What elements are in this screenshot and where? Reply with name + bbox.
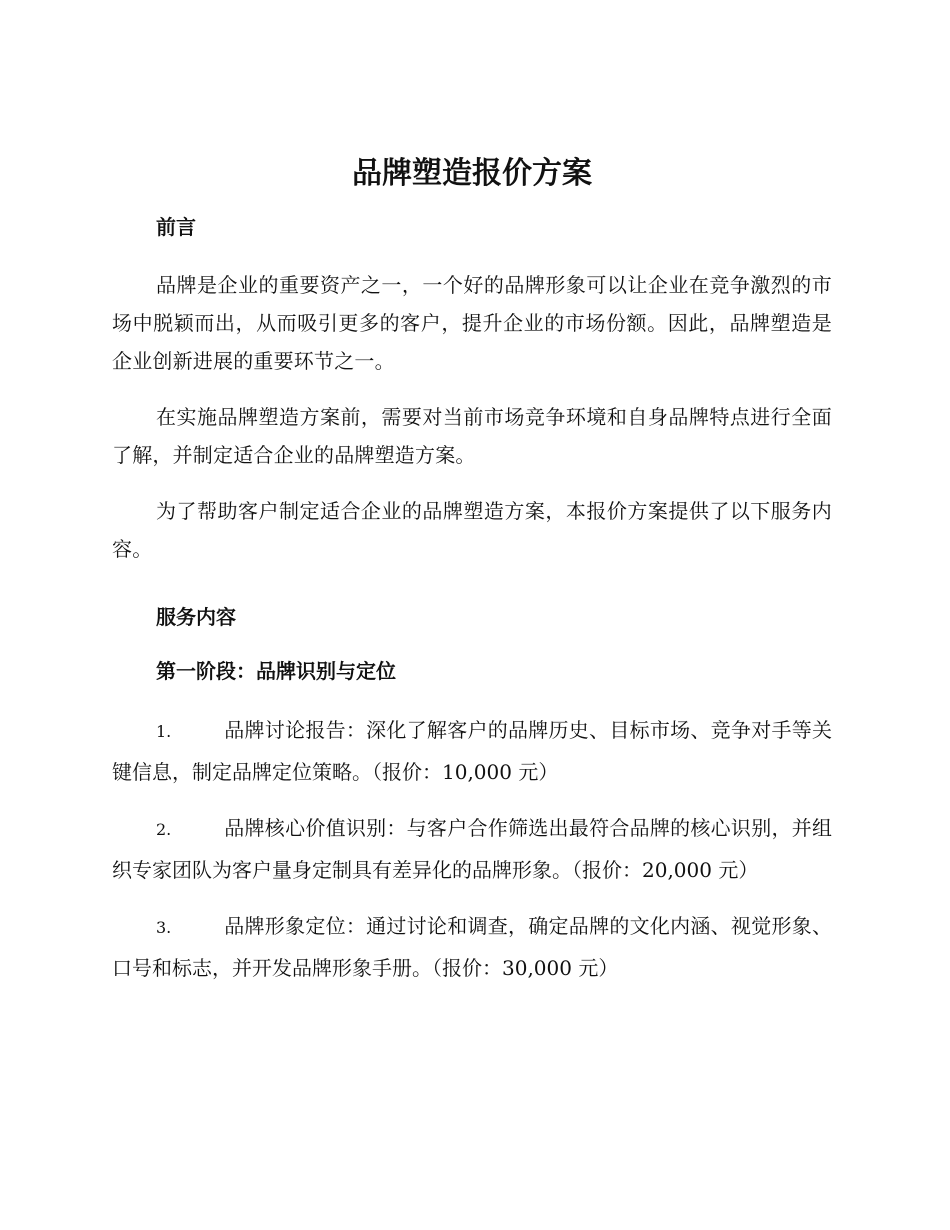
list-item-number: 3. — [156, 918, 172, 937]
list-item — [112, 808, 832, 890]
list-item-text: 品牌形象定位：通过讨论和调查，确定品牌的文化内涵、视觉形象、口号和标志，并开发品牌形象手册。（报价：30,000 元） — [112, 914, 832, 980]
preface-paragraph-1: 品牌是企业的重要资产之一，一个好的品牌形象可以让企业在竞争激烈的市场中脱颖而出，从而吸引更多的客户，提升企业的市场份额。因此，品牌塑造是企业创新进展的重要环节之一。 — [112, 273, 832, 373]
list-item-text: 品牌讨论报告：深化了解客户的品牌历史、目标市场、竞争对手等关键信息，制定品牌定位策略。（报价：10,000 元） — [112, 718, 832, 784]
document-title: 品牌塑造报价方案 — [352, 156, 592, 191]
list-item-text: 品牌核心价值识别：与客户合作筛选出最符合品牌的核心识别，并组织专家团队为客户量身定制具有差异化的品牌形象。（报价：20,000 元） — [112, 816, 832, 882]
phase1-heading: 第一阶段：品牌识别与定位 — [156, 659, 396, 683]
preface-paragraph-2: 在实施品牌塑造方案前，需要对当前市场竞争环境和自身品牌特点进行全面了解，并制定适合企业的品牌塑造方案。 — [112, 405, 832, 467]
services-heading: 服务内容 — [156, 605, 236, 629]
list-item — [112, 710, 832, 792]
document-body — [112, 150, 832, 1004]
section-spacer — [112, 586, 832, 602]
list-item-number: 1. — [156, 722, 172, 741]
list-item — [112, 906, 832, 988]
list-item-number: 2. — [156, 820, 172, 839]
preface-heading: 前言 — [156, 215, 196, 239]
preface-paragraph-3: 为了帮助客户制定适合企业的品牌塑造方案，本报价方案提供了以下服务内容。 — [112, 499, 832, 561]
